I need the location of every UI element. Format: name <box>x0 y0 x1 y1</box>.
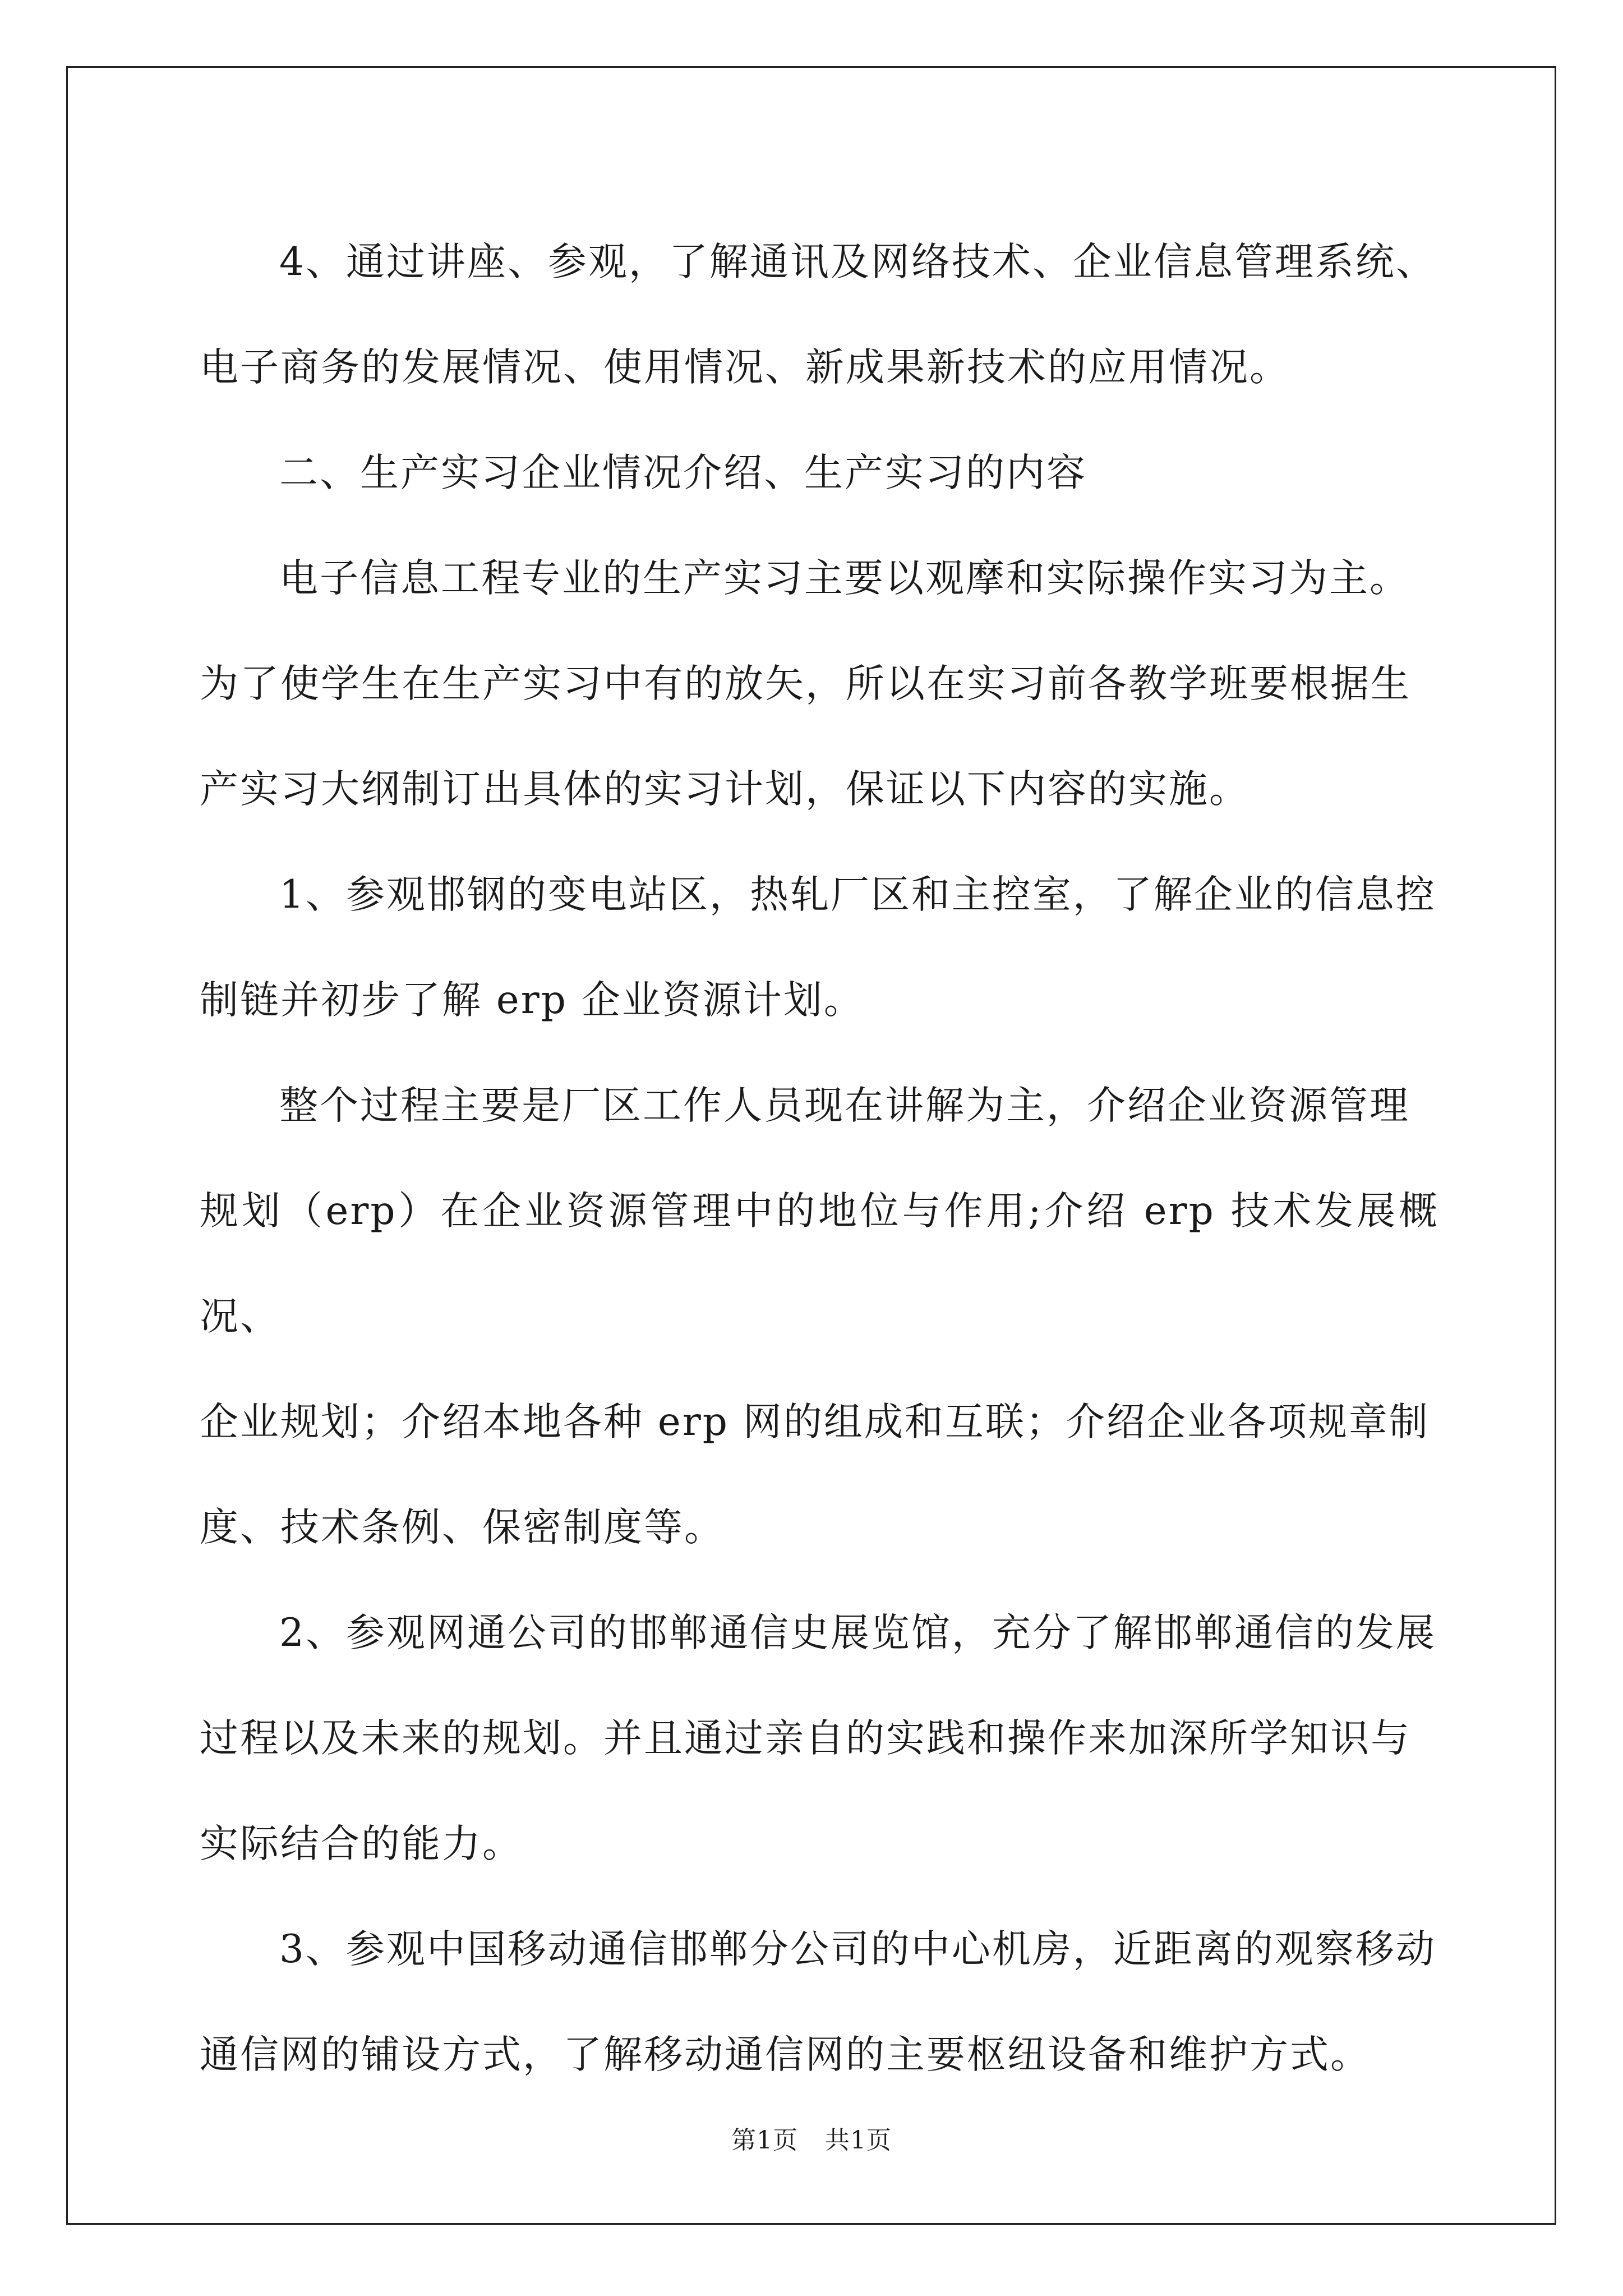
document-body <box>200 209 1439 2108</box>
text-line: 4、通过讲座、参观，了解通讯及网络技术、企业信息管理系统、 <box>279 240 1436 284</box>
text-line: 3、参观中国移动通信邯郸分公司的中心机房，近距离的观察移动 <box>279 1927 1436 1972</box>
text-line: 整个过程主要是厂区工作人员现在讲解为主，介绍企业资源管理 <box>279 1083 1410 1128</box>
text-line: 1、参观邯钢的变电站区，热轧厂区和主控室，了解企业的信息控 <box>279 872 1436 917</box>
text-line: 制链并初步了解 erp 企业资源计划。 <box>200 978 864 1023</box>
paragraph-item-1 <box>200 842 1439 1053</box>
paragraph-item-4 <box>200 209 1439 420</box>
paragraph-item-3 <box>200 1897 1439 2108</box>
text-line: 二、生产实习企业情况介绍、生产实习的内容 <box>279 450 1087 495</box>
text-line: 为了使学生在生产实习中有的放矢，所以在实习前各教学班要根据生 <box>200 661 1411 706</box>
text-line: 电子商务的发展情况、使用情况、新成果新技术的应用情况。 <box>200 345 1290 390</box>
paragraph-item-2 <box>200 1580 1439 1897</box>
text-line: 度、技术条例、保密制度等。 <box>200 1505 725 1550</box>
section-heading <box>200 420 1439 526</box>
text-line: 规划（erp）在企业资源管理中的地位与作用;介绍 erp 技术发展概况、 <box>200 1189 1439 1339</box>
paragraph-intro <box>200 526 1439 842</box>
page-number-total: 共1页 <box>825 2126 892 2155</box>
page-footer <box>0 2124 1623 2157</box>
text-line: 产实习大纲制订出具体的实习计划，保证以下内容的实施。 <box>200 767 1249 812</box>
text-line: 企业规划；介绍本地各种 erp 网的组成和互联；介绍企业各项规章制 <box>200 1400 1430 1444</box>
page-number-current: 第1页 <box>731 2126 798 2155</box>
text-line: 2、参观网通公司的邯郸通信史展览馆，充分了解邯郸通信的发展 <box>279 1611 1436 1655</box>
text-line: 过程以及未来的规划。并且通过亲自的实践和操作来加深所学知识与 <box>200 1716 1411 1761</box>
text-line: 实际结合的能力。 <box>200 1821 523 1866</box>
paragraph-erp-details <box>200 1053 1439 1580</box>
text-line: 电子信息工程专业的生产实习主要以观摩和实际操作实习为主。 <box>279 556 1410 601</box>
text-line: 通信网的铺设方式，了解移动通信网的主要枢纽设备和维护方式。 <box>200 2032 1371 2077</box>
